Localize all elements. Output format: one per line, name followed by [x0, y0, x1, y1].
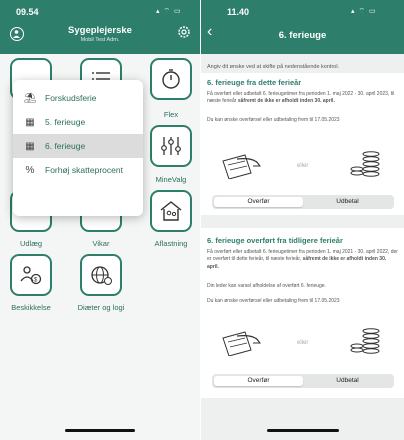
stopwatch-icon: [159, 67, 183, 91]
tile-flex[interactable]: [150, 58, 192, 100]
menu-item-label: Forhøj skatteprocent: [45, 165, 123, 175]
tile-beskikkelse[interactable]: [10, 254, 52, 296]
left-screen: [0, 0, 200, 440]
coins-icon: [349, 326, 383, 356]
status-time: 11.40: [227, 7, 250, 17]
intro-text: Angiv dit ønske ved at skifte på nedenstående kontrol.: [207, 64, 340, 70]
tile-aflastning-label: Aflastning: [154, 239, 188, 248]
beach-umbrella-icon: ⛱: [23, 92, 37, 104]
home-indicator: [65, 429, 135, 432]
app-subtitle: Mobil Test Adm.: [80, 37, 120, 43]
home-indicator: [267, 429, 339, 432]
menu-item-label: 5. ferieuge: [45, 117, 86, 127]
settings-gear-icon[interactable]: [177, 25, 191, 44]
house-people-icon: [158, 199, 184, 223]
coins-icon: [349, 149, 383, 179]
menu-item-forhoj-skatteprocent[interactable]: [13, 158, 143, 182]
transfer-calendar-icon: [215, 151, 265, 179]
tile-flex-label: Flex: [163, 110, 179, 119]
tile-minevalg-label: MineValg: [155, 175, 187, 184]
menu-item-forskudsferie[interactable]: [13, 86, 143, 110]
tile-aflastning[interactable]: [150, 190, 192, 232]
or-text: eller: [297, 163, 309, 169]
payout-option[interactable]: Udbetal: [336, 377, 359, 384]
section-title: 6. ferieuge overført fra tidligere ferieår: [207, 236, 343, 245]
transfer-payout-toggle: [212, 195, 394, 209]
screen-header: [201, 0, 404, 54]
payout-option[interactable]: Udbetal: [336, 198, 359, 205]
globe-icon: [88, 263, 114, 287]
back-chevron-icon[interactable]: ‹: [207, 23, 213, 40]
tile-beskikkelse-label: Beskikkelse: [11, 303, 51, 312]
status-time: 09.54: [16, 7, 39, 17]
menu-item-5-ferieuge[interactable]: [13, 110, 143, 134]
tile-minevalg[interactable]: [150, 125, 192, 167]
page-title: 6. ferieuge: [278, 30, 327, 41]
tile-udlaeg-label: Udlæg: [19, 239, 43, 248]
percent-icon: %: [25, 164, 35, 176]
people-money-icon: [18, 263, 44, 287]
transfer-option[interactable]: Overfør: [214, 376, 303, 386]
or-text: eller: [297, 340, 309, 346]
tile-diaeter[interactable]: [80, 254, 122, 296]
notice-text: Din leder kan varsel afholdelse af overført 6. ferieuge.: [207, 283, 326, 289]
right-screen: [201, 0, 404, 440]
transfer-payout-toggle: [212, 374, 394, 388]
deadline-text: Du kan ønske overførsel eller udbetaling frem til 17.05.2023: [207, 117, 340, 123]
tile-diaeter-label: Diæter og logi: [77, 303, 125, 312]
app-title: Sygeplejerske: [68, 25, 132, 36]
transfer-calendar-icon: [215, 328, 265, 356]
transfer-option[interactable]: Overfør: [214, 197, 303, 207]
status-icons: ▴ ⌔ ▭: [351, 8, 377, 15]
menu-item-label: Forskudsferie: [45, 93, 97, 103]
menu-item-6-ferieuge[interactable]: [13, 134, 143, 158]
calendar-icon: ▦: [25, 116, 35, 128]
section-title: 6. ferieuge fra dette ferieår: [207, 78, 302, 87]
status-icons: ▴ ⌔ ▭: [156, 8, 182, 15]
calendar-icon: ▦: [25, 140, 35, 152]
menu-item-label: 6. ferieuge: [45, 141, 86, 151]
svg-text:$: $: [34, 277, 38, 284]
deadline-text: Du kan ønske overførsel eller udbetaling frem til 17.05.2023: [207, 298, 340, 304]
section-description: Få overført eller udbetalt 6. ferieugetimer fra perioden 1. maj 2021 - 30. april 2022, der er overført til dette ferieår, til næste ferieår, såfremt de ikke er afholdt inden 30. april.: [207, 249, 398, 270]
section-description: Få overført eller udbetalt 6. ferieugetimer fra perioden 1. maj 2022 - 30. april 2023, til næste ferieår såfremt de ikke er afholdt inden 30. april.: [207, 91, 395, 105]
app-header: [0, 0, 200, 54]
tile-vikar-label: Vikar: [92, 239, 110, 248]
profile-icon[interactable]: [10, 27, 24, 41]
section-previous-year: [201, 228, 404, 398]
section-current-year: [201, 73, 404, 215]
ferie-popup-menu: [13, 80, 143, 216]
sliders-icon: [159, 135, 183, 157]
